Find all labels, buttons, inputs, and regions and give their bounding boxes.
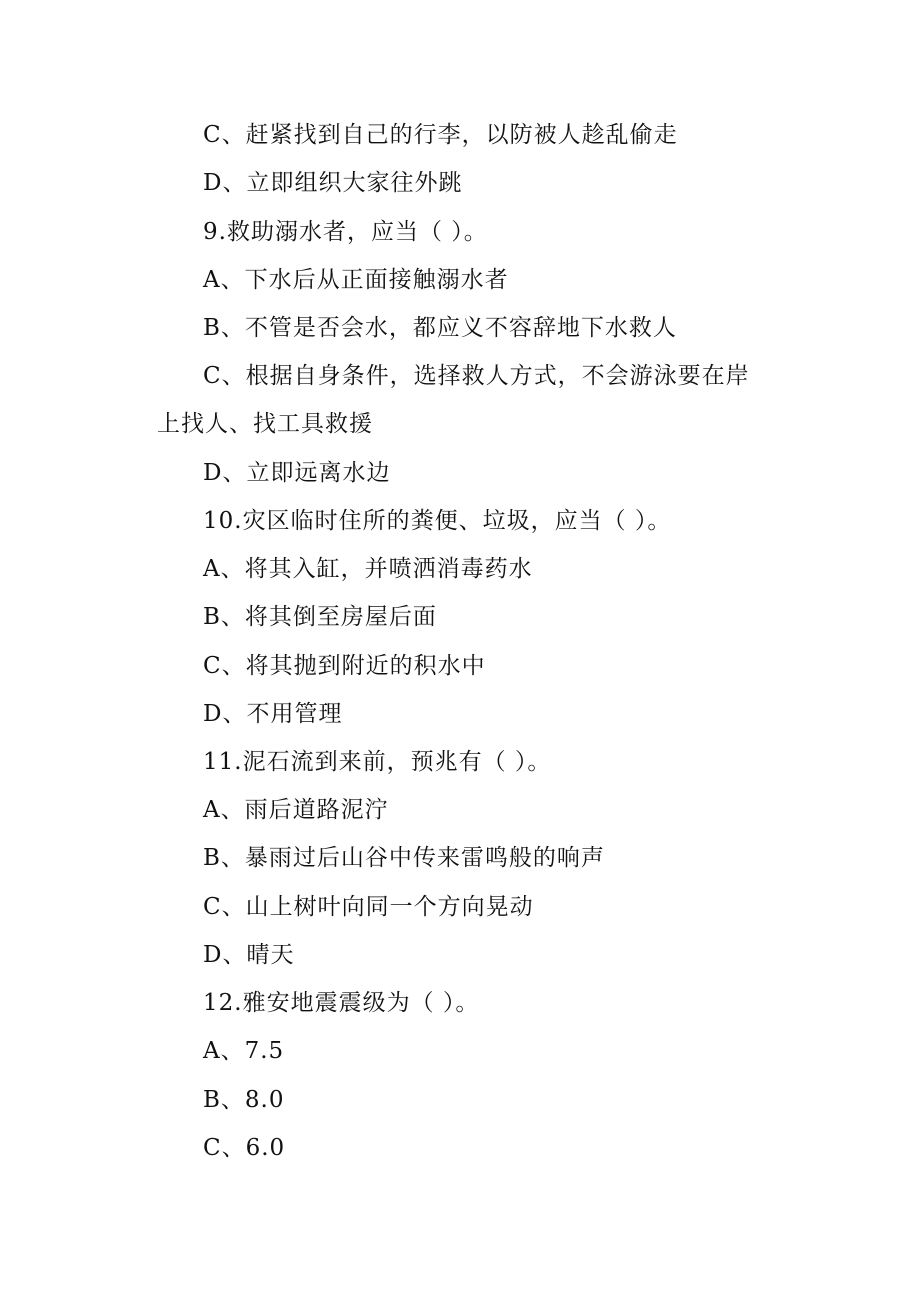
option-d-q10: D、不用管理 [203, 701, 343, 727]
question-12: 12.雅安地震震级为（ ）。 [203, 990, 480, 1016]
option-b-q9: B、不管是否会水，都应义不容辞地下水救人 [203, 315, 677, 341]
question-11: 11.泥石流到来前，预兆有（ ）。 [203, 749, 552, 775]
option-c-q12: C、6.0 [203, 1135, 286, 1161]
option-a-q9: A、下水后从正面接触溺水者 [203, 267, 509, 293]
question-10: 10.灾区临时住所的粪便、垃圾，应当（ ）。 [203, 508, 672, 534]
option-d-q11: D、晴天 [203, 942, 295, 968]
option-a-q12: A、7.5 [203, 1038, 285, 1064]
option-b-q11: B、暴雨过后山谷中传来雷鸣般的响声 [203, 845, 605, 871]
option-a-q11: A、雨后道路泥泞 [203, 797, 389, 823]
option-c-q11: C、山上树叶向同一个方向晃动 [203, 894, 534, 920]
option-c-q9: C、根据自身条件，选择救人方式，不会游泳要在岸 [203, 363, 750, 389]
option-a-q10: A、将其入缸，并喷洒消毒药水 [203, 556, 533, 582]
option-d-q9: D、立即远离水边 [203, 460, 391, 486]
option-c-q8: C、赶紧找到自己的行李，以防被人趁乱偷走 [203, 122, 678, 148]
option-d-q8: D、立即组织大家往外跳 [203, 170, 463, 196]
option-c-q9-continued: 上找人、找工具救援 [157, 411, 373, 437]
option-b-q12: B、8.0 [203, 1087, 285, 1113]
question-9: 9.救助溺水者，应当（ ）。 [203, 219, 488, 245]
option-b-q10: B、将其倒至房屋后面 [203, 604, 437, 630]
option-c-q10: C、将其抛到附近的积水中 [203, 653, 486, 679]
